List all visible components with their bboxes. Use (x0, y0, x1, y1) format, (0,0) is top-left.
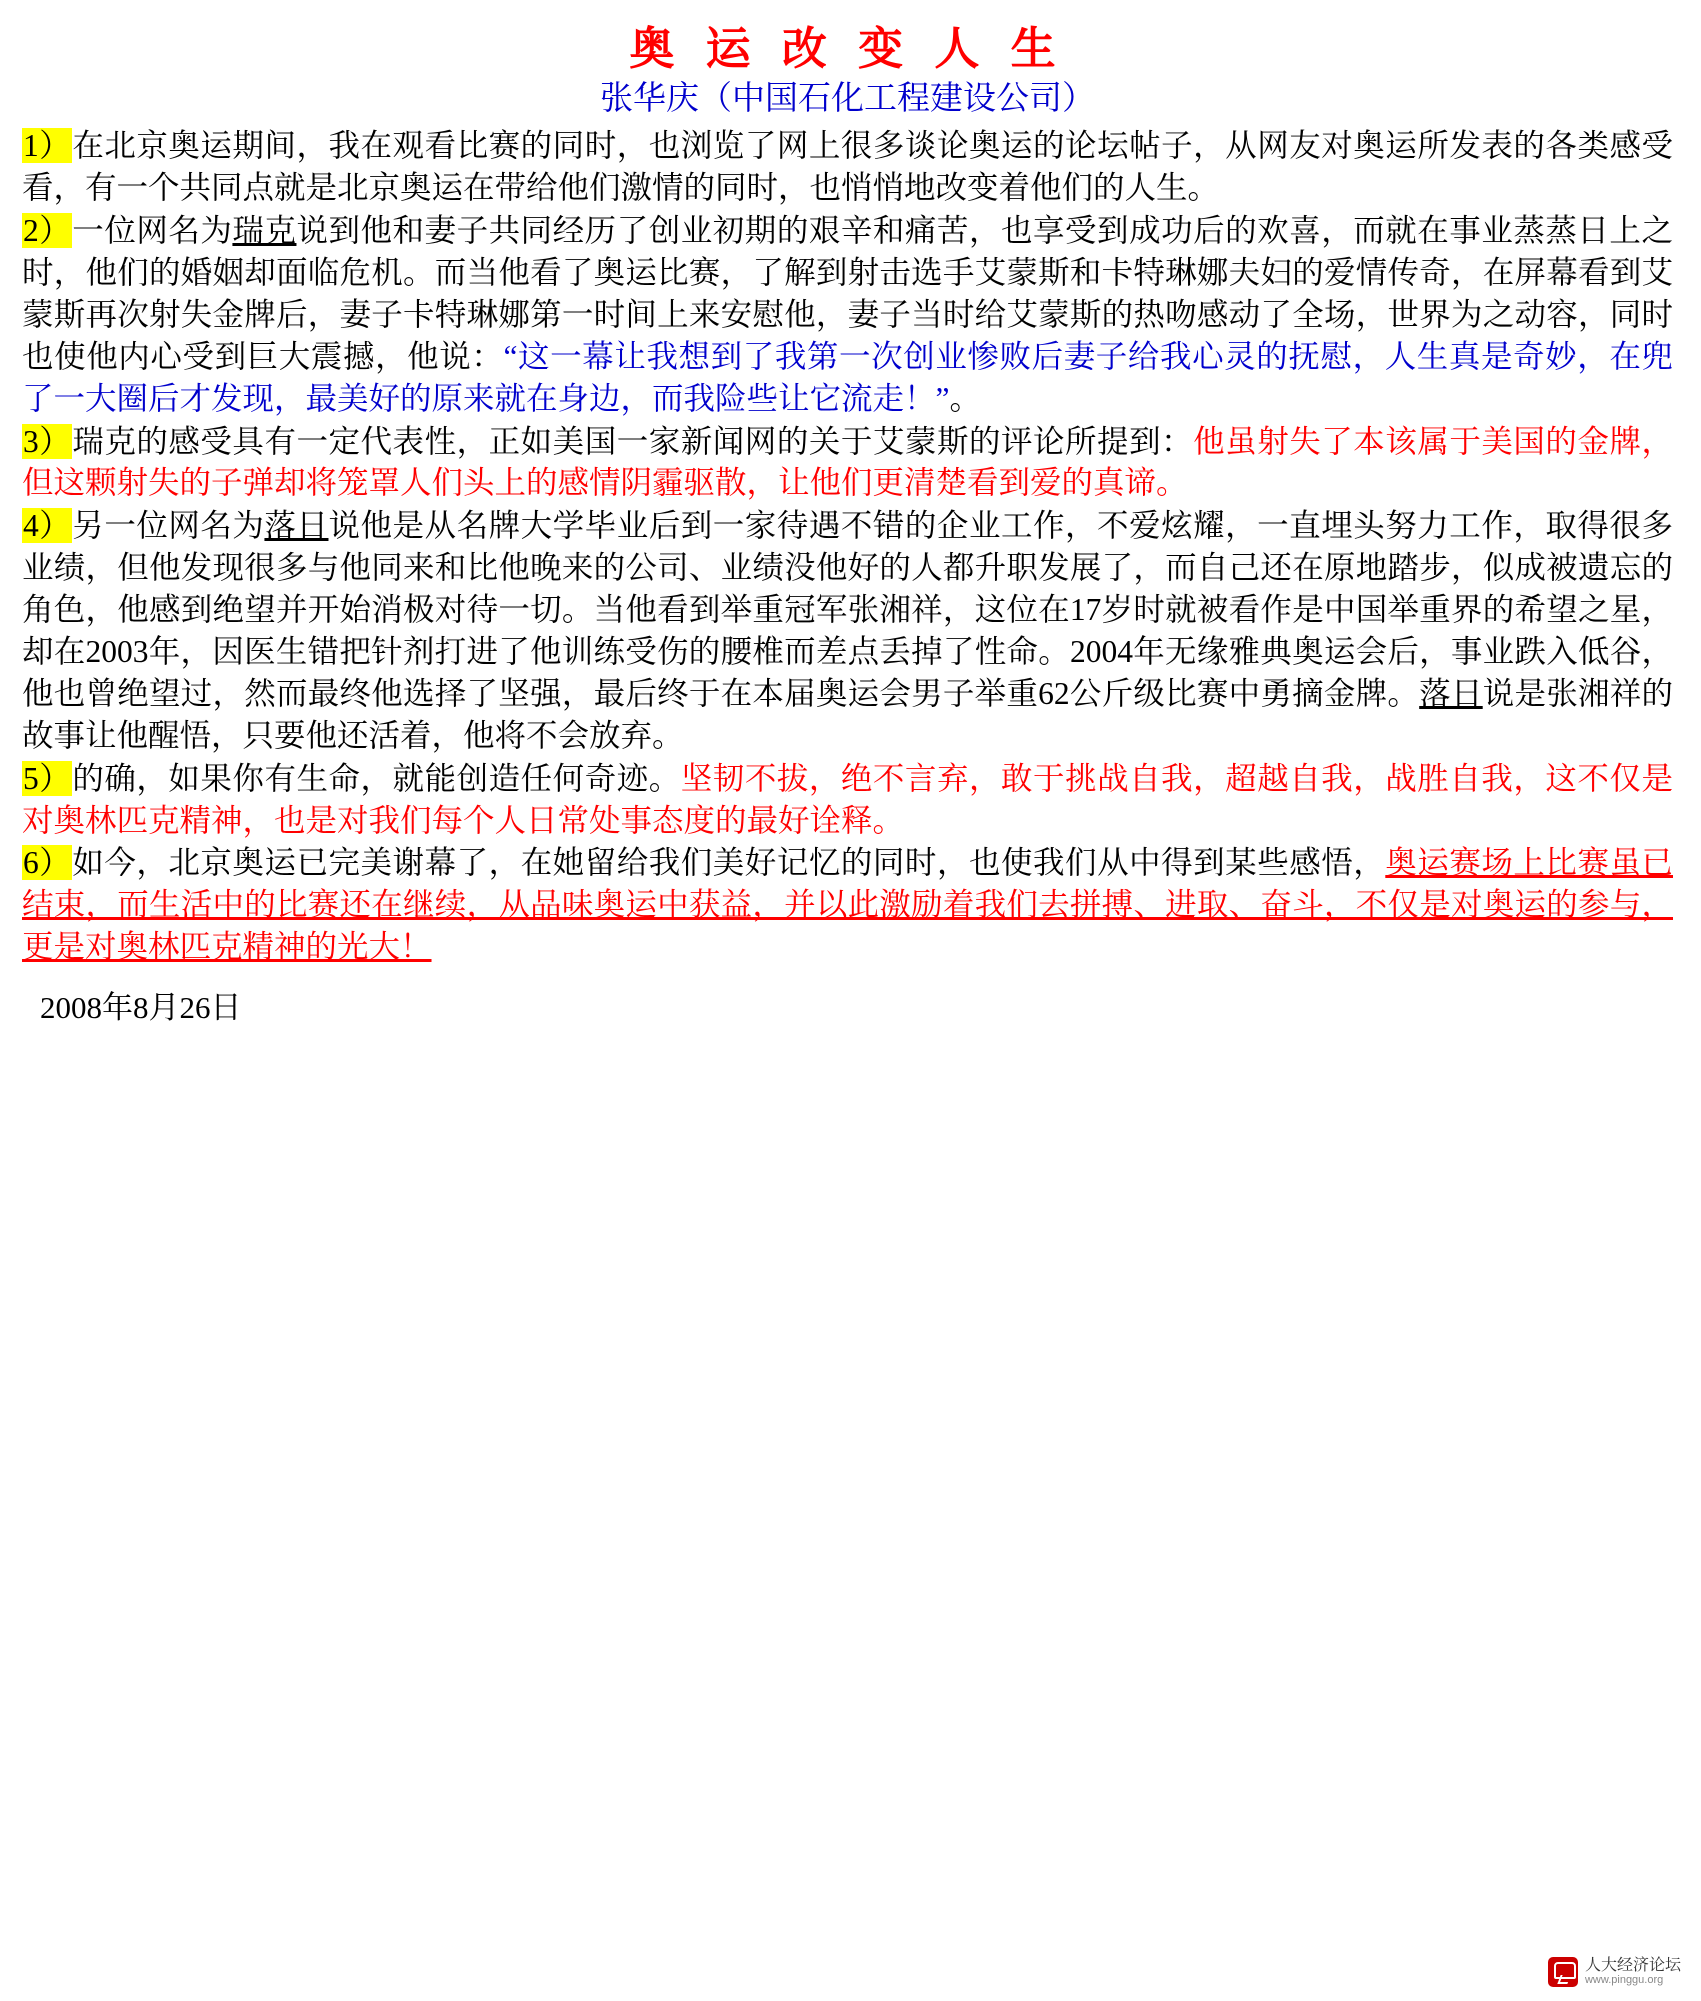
paragraph-text: 另一位网名为 (72, 508, 265, 544)
forum-watermark (1548, 1957, 1681, 1987)
paragraph (22, 125, 1673, 209)
paragraph-text: 坚韧不拔，绝不言弃，敢于挑战自我，超越自我，战胜自我，这不仅是对奥林匹克精神，也是对我们每个人日常处事态度的最好诠释。 (22, 760, 1673, 838)
paragraph-text: 他虽射失了本该属于美国的金牌，但这颗射失的子弹却将笼罩人们头上的感情阴霾驱散，让他们更清楚看到爱的真谛。 (22, 423, 1673, 501)
paragraph-text: 奥运赛场上比赛虽已结束，而生活中的比赛还在继续，从品味奥运中获益，并以此激励着我们去拼搏、进取、奋斗，不仅是对奥运的参与，更是对奥林匹克精神的光大！ (22, 845, 1673, 965)
paragraph-text: 落日 (1419, 675, 1483, 711)
paragraph (22, 505, 1673, 756)
paragraph-text: 瑞克 (232, 213, 297, 249)
paragraph-text: 如今，北京奥运已完美谢幕了，在她留给我们美好记忆的同时，也使我们从中得到某些感悟， (72, 845, 1386, 881)
paragraph-text: 说是张湘祥的故事让他醒悟，只要他还活着，他将不会放弃。 (22, 675, 1673, 753)
paragraph-marker: 5） (23, 760, 72, 796)
document-body (22, 125, 1673, 968)
paragraph-text: 瑞克的感受具有一定代表性，正如美国一家新闻网的关于艾蒙斯的评论所提到： (72, 423, 1194, 459)
paragraph-text: 一位网名为 (72, 213, 233, 249)
paragraph (22, 421, 1673, 505)
paragraph-text: 说到他和妻子共同经历了创业初期的艰辛和痛苦，也享受到成功后的欢喜，而就在事业蒸蒸日上之时，他们的婚姻却面临危机。而当他看了奥运比赛，了解到射击选手艾蒙斯和卡特琳娜夫妇的爱情传奇，在屏幕看到艾蒙斯再次射失金牌后，妻子卡特琳娜第一时间上来安慰他，妻子当时给艾蒙斯的热吻感动了全场，世界为之动容，同时也使他内心受到巨大震撼，他说： (22, 213, 1673, 374)
paragraph-text: 落日 (264, 508, 329, 544)
paragraph-text: 在北京奥运期间，我在观看比赛的同时，也浏览了网上很多谈论奥运的论坛帖子，从网友对奥运所发表的各类感受看，有一个共同点就是北京奥运在带给他们激情的同时，也悄悄地改变着他们的人生。 (22, 128, 1673, 206)
forum-logo-icon (1548, 1957, 1578, 1987)
page-title: 奥 运 改 变 人 生 (629, 24, 1066, 74)
paragraph-text: 的确，如果你有生命，就能创造任何奇迹。 (72, 760, 681, 796)
date-line: 2008年8月26日 (40, 990, 242, 1026)
paragraph (22, 758, 1673, 842)
paragraph-marker: 6） (23, 845, 72, 881)
paragraph-text: 说他是从名牌大学毕业后到一家待遇不错的企业工作，不爱炫耀，一直埋头努力工作，取得很多业绩，但他发现很多与他同来和比他晚来的公司、业绩没他好的人都升职发展了，而自己还在原地踏步，似成被遗忘的角色，他感到绝望并开始消极对待一切。当他看到举重冠军张湘祥，这位在17岁时就被看作是中国举重界的希望之星，却在2003年，因医生错把针剂打进了他训练受伤的腰椎而差点丢掉了性命。2004年无缘雅典奥运会后，事业跌入低谷，他也曾绝望过，然而最终他选择了坚强，最后终于在本届奥运会男子举重62公斤级比赛中勇摘金牌。 (22, 508, 1673, 711)
author-line: 张华庆（中国石化工程建设公司） (600, 80, 1095, 117)
paragraph-marker: 2） (23, 213, 72, 249)
paragraph-marker: 3） (23, 423, 72, 459)
forum-watermark-text (1585, 1958, 1681, 1986)
forum-name-cn: 人大经济论坛 (1584, 1956, 1681, 1974)
forum-name-en: www.pinggu.org (1584, 1973, 1664, 1986)
paragraph-marker: 4） (23, 508, 72, 544)
paragraph-text: 。 (949, 380, 981, 416)
paragraph (22, 842, 1673, 968)
paragraph-text: “这一幕让我想到了我第一次创业惨败后妻子给我心灵的抚慰，人生真是奇妙，在兜了一大圈后才发现，最美好的原来就在身边，而我险些让它流走！” (22, 338, 1673, 416)
paragraph-marker: 1） (23, 128, 72, 164)
paragraph (22, 210, 1673, 419)
